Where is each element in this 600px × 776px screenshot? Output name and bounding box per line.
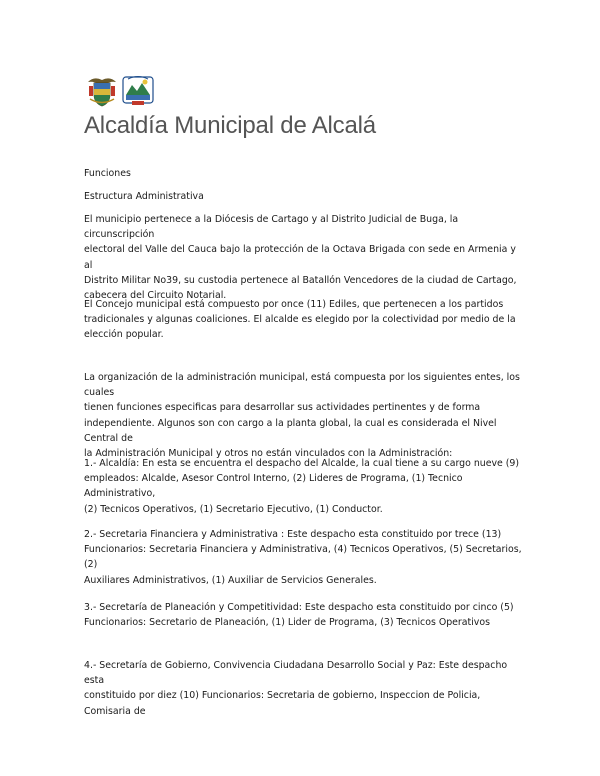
text-line: La organización de la administración municipal, está compuesta por los siguientes entes, los cuales (84, 372, 520, 399)
paragraph-concejo (84, 297, 524, 343)
text-line: 3.- Secretaría de Planeación y Competitividad: Este despacho esta constituido por cinco (5) (84, 602, 514, 613)
text-line: 2.- Secretaria Financiera y Administrativa : Este despacho esta constituido por trece (13) (84, 529, 502, 540)
header-logos (86, 70, 154, 110)
text-line: 4.- Secretaría de Gobierno, Convivencia Ciudadana Desarrollo Social y Paz: Este despacho esta (84, 660, 508, 687)
text-line: tienen funciones especificas para desarrollar sus actividades pertinentes y de forma (84, 402, 481, 414)
paragraph-secretaria-gobierno (84, 658, 524, 719)
text-line: empleados: Alcalde, Asesor Control Interno, (2) Lideres de Programa, (1) Tecnico Administrativo, (84, 473, 463, 500)
text-line: El Concejo municipal está compuesto por once (11) Ediles, que pertenecen a los partidos (84, 299, 504, 310)
text-line: El municipio pertenece a la Diócesis de Cartago y al Distrito Judicial de Buga, la circunscripción (84, 214, 459, 241)
text-line: independiente. Algunos son con cargo a la planta global, la cual es considerada el Nivel Central de (84, 417, 497, 444)
paragraph-secretaria-planeacion (84, 600, 524, 630)
text-line: elección popular. (84, 329, 164, 341)
text-line: constituido por diez (10) Funcionarios: Secretaria de gobierno, Inspeccion de Policia, Comisaria de (84, 690, 481, 717)
paragraph-diocesis (84, 212, 524, 303)
text-line: (2) Tecnicos Operativos, (1) Secretario Ejecutivo, (1) Conductor. (84, 503, 383, 515)
text-line: cabecera del Circuito Notarial. (84, 290, 227, 302)
link-funciones[interactable]: Funciones (84, 168, 131, 179)
text-line: Funcionarios: Secretaria Financiera y Administrativa, (4) Tecnicos Operativos, (5) Secretarios, (2) (84, 544, 522, 571)
text-line: 1.- Alcaldía: En esta se encuentra el despacho del Alcalde, la cual tiene a su cargo nueve (9) (84, 458, 520, 469)
page-title: Alcaldía Municipal de Alcalá (84, 112, 376, 139)
colombia-coat-of-arms-icon (86, 72, 118, 108)
text-line: Funcionarios: Secretario de Planeación, (1) Lider de Programa, (3) Tecnicos Operativos (84, 617, 490, 629)
text-line: la Administración Municipal y otros no están vinculados con la Administración: (84, 448, 453, 460)
paragraph-organizacion (84, 370, 524, 461)
text-line: Distrito Militar No39, su custodia pertenece al Batallón Vencedores de la ciudad de Cartago, (84, 274, 517, 286)
municipal-crest-icon (122, 73, 154, 107)
paragraph-secretaria-financiera (84, 527, 524, 588)
link-estructura-administrativa[interactable]: Estructura Administrativa (84, 191, 204, 202)
text-line: Auxiliares Administrativos, (1) Auxiliar de Servicios Generales. (84, 574, 377, 586)
paragraph-alcaldia (84, 456, 524, 517)
text-line: electoral del Valle del Cauca bajo la protección de la Octava Brigada con sede en Armenia y al (84, 244, 516, 271)
text-line: tradicionales y algunas coaliciones. El alcalde es elegido por la colectividad por medio de la (84, 314, 516, 326)
